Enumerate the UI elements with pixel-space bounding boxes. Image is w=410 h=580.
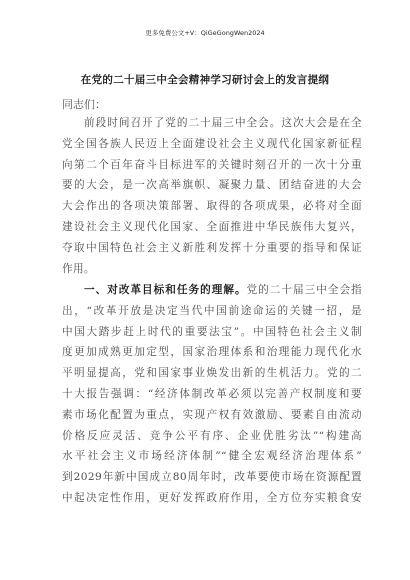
paragraph-line: 作用。 xyxy=(62,262,95,275)
section-1-first-line xyxy=(62,280,362,301)
paragraph-line: 出，“改革开放是决定当代中国前途命运的关键一招，是 xyxy=(62,304,362,317)
document-title: 在党的二十届三中全会精神学习研讨会上的发言提纲 xyxy=(80,74,330,86)
salutation: 同志们： xyxy=(62,98,106,111)
paragraph-line: 中国大踏步赶上时代的重要法宝”。中国特色社会主义制 xyxy=(62,325,362,338)
header-note: 更多免费公文+V：QiGeGongWen2024 xyxy=(145,29,265,37)
paragraph-2 xyxy=(62,280,362,509)
paragraph-line: 大会作出的各项决策部署、取得的各项成果，必将对全面 xyxy=(62,200,362,213)
paragraph-line: 十大报告强调：“经济体制改革必须以完善产权制度和要 xyxy=(62,387,362,400)
paragraph-line: 水平社会主义市场经济体制”“健全宏观经济治理体系” xyxy=(62,450,362,463)
paragraph-1 xyxy=(62,113,362,279)
paragraph-line: 夺取中国特色社会主义新胜利发挥十分重要的指导和保证 xyxy=(62,241,362,254)
paragraph-line: 向第二个百年奋斗目标进军的关键时刻召开的一次十分重 xyxy=(62,158,362,171)
paragraph-line: 价格反应灵活、竞争公平有序、企业优胜劣汰”“构建高 xyxy=(62,429,362,442)
paragraph-line: 到2029年新中国成立80周年时，改革要使市场在资源配置 xyxy=(62,471,362,484)
paragraph-line: 建设社会主义现代化国家、全面推进中华民族伟大复兴， xyxy=(62,220,362,233)
paragraph-line: 度更加成熟更加定型，国家治理体系和治理能力现代化水 xyxy=(62,346,362,359)
section-1-heading: 一、对改革目标和任务的理解。 xyxy=(84,284,247,296)
paragraph-line: 党的二十届三中全会指 xyxy=(246,284,363,296)
paragraph-line: 党全国各族人民迈上全面建设社会主义现代化国家新征程 xyxy=(62,137,362,150)
paragraph-line: 中起决定性作用，更好发挥政府作用，全方位夯实粮食安 xyxy=(62,491,362,504)
paragraph-line: 要的大会，是一次高举旗帜、凝聚力量、团结奋进的大会 xyxy=(62,179,362,192)
paragraph-line: 素市场化配置为重点，实现产权有效激励、要素自由流动 xyxy=(62,408,362,421)
paragraph-line: 前段时间召开了党的二十届三中全会。这次大会是在全 xyxy=(84,117,362,129)
paragraph-line: 平明显提高，党和国家事业焕发出新的生机活力。党的二 xyxy=(62,367,362,380)
